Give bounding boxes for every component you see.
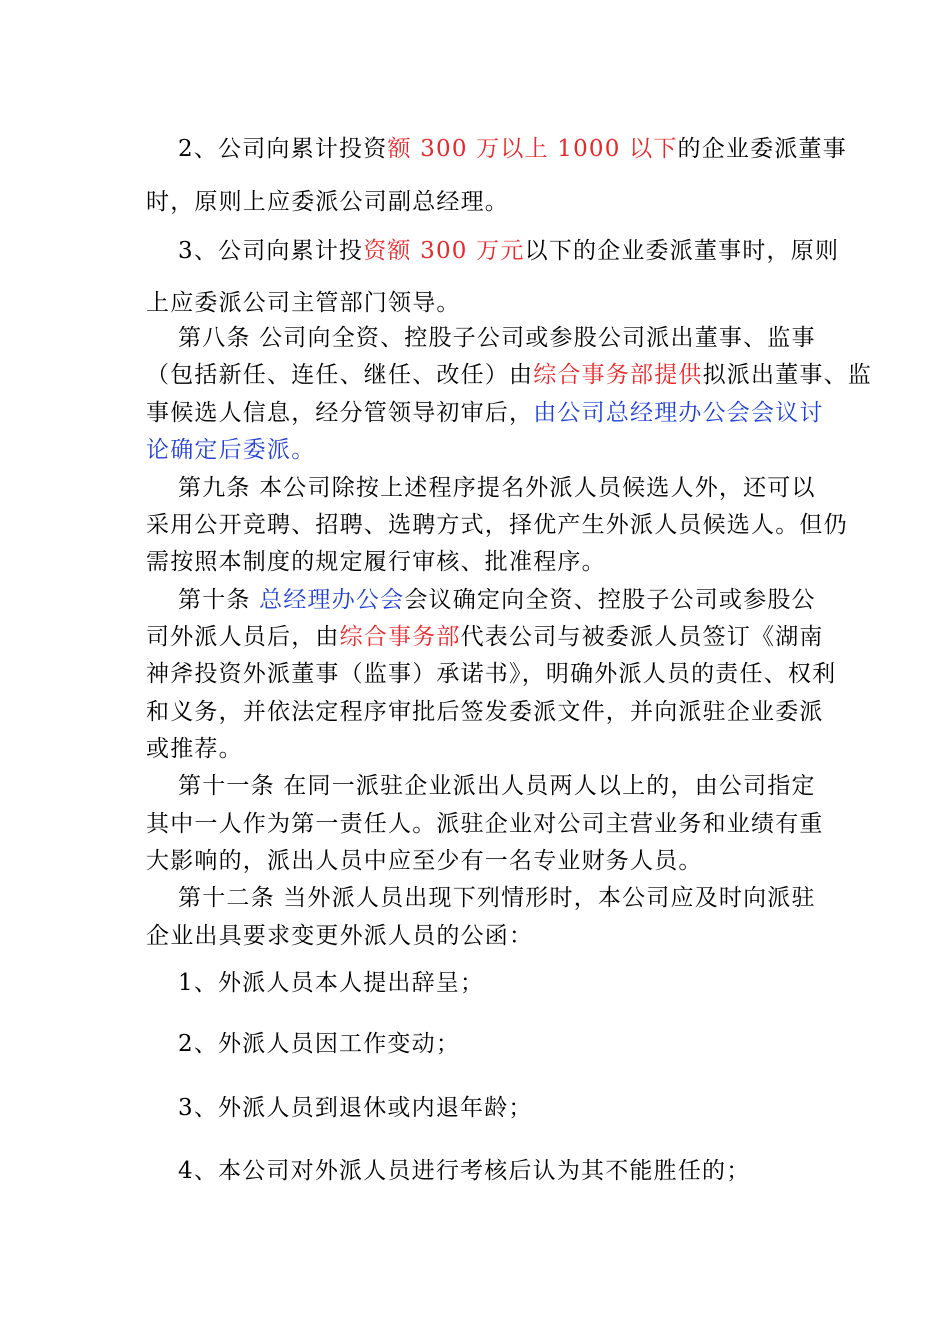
paragraph-line (178, 133, 847, 165)
list-item (178, 1028, 816, 1060)
highlight-red: 综合事务部 (339, 624, 461, 650)
text-run: 会议确定向全资、控股子公司或参股公 (404, 587, 816, 613)
text-run: 神斧投资外派董事（监事）承诺书》，明确外派人员的责任、权利 (146, 661, 837, 687)
text-run: 第八条 公司向全资、控股子公司或参股公司派出董事、监事 (178, 325, 816, 351)
text-run: 大影响的，派出人员中应至少有一名专业财务人员。 (146, 848, 703, 874)
text-run: 以下的企业委派董事时，原则 (524, 238, 840, 264)
text-run: 4、本公司对外派人员进行考核后认为其不能胜任的； (178, 1158, 751, 1184)
text-run: 上应委派公司主管部门领导。 (146, 290, 461, 316)
text-run: 第十一条 在同一派驻企业派出人员两人以上的，由公司指定 (178, 773, 816, 799)
highlight-blue: 总经理办公会 (259, 587, 405, 613)
text-run: 2、外派人员因工作变动； (178, 1031, 461, 1057)
paragraph-line (146, 845, 816, 877)
text-run: 司外派人员后，由 (146, 624, 340, 650)
paragraph-line (178, 882, 816, 914)
text-run: （包括新任、连任、继任、改任）由 (146, 362, 534, 388)
text-run: 代表公司与被委派人员签订《湖南 (460, 624, 824, 650)
paragraph-line (146, 920, 816, 952)
paragraph-line (146, 621, 824, 653)
paragraph-line (146, 696, 824, 728)
text-run: 2、公司向累计投资 (178, 136, 388, 162)
text-run: 采用公开竞聘、招聘、选聘方式，择优产生外派人员候选人。但仍 (146, 512, 848, 538)
highlight-blue: 论确定后委派。 (146, 437, 316, 463)
paragraph-line (146, 186, 816, 218)
text-run: 需按照本制度的规定履行审核、批准程序。 (146, 549, 606, 575)
text-run: 3、外派人员到退休或内退年龄； (178, 1095, 533, 1121)
text-run: 第九条 本公司除按上述程序提名外派人员候选人外，还可以 (178, 475, 816, 501)
list-item (178, 1092, 816, 1124)
text-run: 时，原则上应委派公司副总经理。 (146, 189, 509, 215)
highlight-red: 综合事务部提供 (533, 362, 703, 388)
text-run: 第十二条 当外派人员出现下列情形时，本公司应及时向派驻 (178, 885, 816, 911)
list-item (178, 1155, 816, 1187)
text-run: 的企业委派董事 (677, 136, 847, 162)
paragraph-line (146, 546, 816, 578)
paragraph-line (146, 808, 824, 840)
paragraph-line (178, 584, 816, 616)
highlight-blue: 由公司总经理办公会会议讨 (533, 400, 824, 426)
paragraph-line (178, 472, 816, 504)
text-run: 事候选人信息，经分管领导初审后， (146, 400, 534, 426)
text-run: 或推荐。 (146, 736, 243, 762)
paragraph-line (146, 397, 824, 429)
highlight-red: 资额 300 万元 (363, 238, 525, 264)
paragraph-line (146, 287, 816, 319)
paragraph-line (146, 658, 837, 690)
text-run: 1、外派人员本人提出辞呈； (178, 970, 485, 996)
list-item (178, 967, 816, 999)
paragraph-line (146, 509, 848, 541)
paragraph-line (178, 235, 840, 267)
paragraph-line (146, 733, 816, 765)
text-run: 企业出具要求变更外派人员的公函： (146, 923, 534, 949)
text-run: 和义务，并依法定程序审批后签发委派文件，并向派驻企业委派 (146, 699, 824, 725)
text-run: 3、公司向累计投 (178, 238, 364, 264)
text-run: 第十条 (178, 587, 260, 613)
text-run: 其中一人作为第一责任人。派驻企业对公司主营业务和业绩有重 (146, 811, 824, 837)
text-run: 拟派出董事、监 (702, 362, 873, 388)
highlight-red: 额 300 万以上 1000 以下 (387, 136, 678, 162)
paragraph-line (146, 434, 816, 466)
paragraph-line (178, 770, 816, 802)
paragraph-line (178, 322, 816, 354)
paragraph-line (146, 359, 873, 391)
